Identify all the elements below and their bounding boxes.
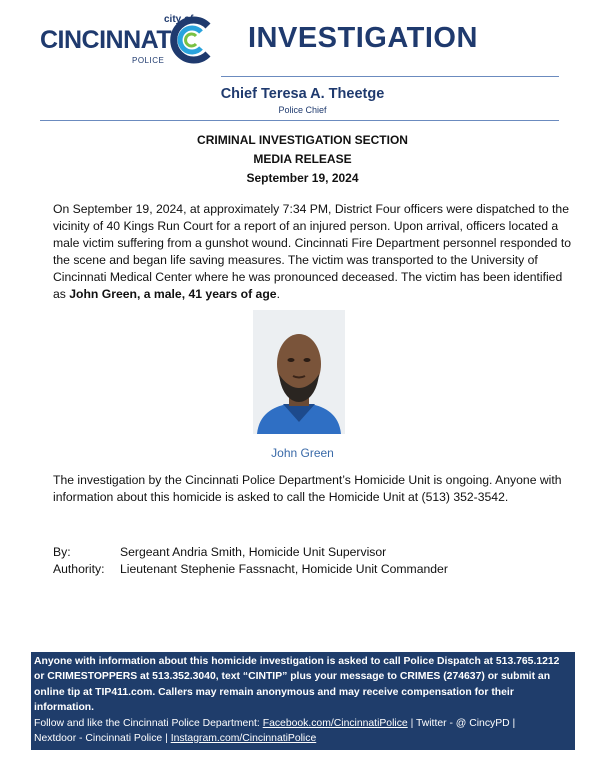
- footer-follow-label: Follow and like the Cincinnati Police Department:: [34, 717, 263, 729]
- by-label: By:: [53, 545, 71, 559]
- authority-label: Authority:: [53, 562, 105, 576]
- section-heading: CRIMINAL INVESTIGATION SECTION: [197, 133, 408, 147]
- victim-identity: John Green, a male, 41 years of age: [69, 287, 277, 301]
- investigation-paragraph: The investigation by the Cincinnati Police Department’s Homicide Unit is ongoing. Anyone with information about this homicide is asked to call the Homicide Unit at (513) 352-3542.: [53, 473, 562, 504]
- incident-paragraph: [53, 201, 573, 303]
- twitter-text: | Twitter - @ CincyPD |: [407, 717, 516, 729]
- incident-period: .: [276, 287, 280, 301]
- instagram-link[interactable]: Instagram.com/CincinnatiPolice: [170, 733, 317, 745]
- authority-row: [53, 562, 448, 576]
- nextdoor-text: Nextdoor - Cincinnati Police |: [34, 733, 171, 745]
- by-row: [53, 545, 386, 559]
- header-divider-bottom: [40, 120, 559, 121]
- cincinnati-police-logo: [40, 14, 215, 70]
- logo-c-emblem-icon: [168, 16, 214, 64]
- victim-photo: [253, 310, 345, 434]
- logo-city-name: CINCINNATI: [40, 26, 178, 54]
- footer-tip-text: Anyone with information about this homicide investigation is asked to call Police Dispatch at 513.765.1212 or CRIMESTOPPERS at 513.352.3040, text “CINTIP” plus your message to CRIMES (274637) or submit an online tip at TIP411.com. Callers may remain anonymous and may receive compensation for their information.: [34, 656, 560, 714]
- by-value: Sergeant Andria Smith, Homicide Unit Supervisor: [120, 545, 387, 559]
- authority-value: Lieutenant Stephenie Fassnacht, Homicide Unit Commander: [120, 562, 448, 576]
- photo-caption: John Green: [271, 446, 334, 460]
- facebook-link[interactable]: Facebook.com/CincinnatiPolice: [262, 717, 408, 729]
- page-title: INVESTIGATION: [248, 22, 478, 54]
- release-type: MEDIA RELEASE: [253, 152, 352, 166]
- footer-tip-box: [31, 652, 575, 750]
- logo-police: POLICE: [132, 56, 165, 65]
- header-divider-top: [221, 76, 559, 77]
- logo-city-of: city of: [164, 14, 194, 25]
- footer-social-links: [34, 716, 572, 747]
- incident-text: On September 19, 2024, at approximately 7:34 PM, District Four officers were dispatched to the vicinity of 40 Kings Run Court for a report of an injured person. Upon arrival, officers located a male victim suffering from a gunshot wound. Cincinnati Fire Department personnel responded to the scene and began life saving measures. The victim was transported to the University of Cincinnati Medical Center where he was pronounced deceased. The victim has been identified as: [53, 202, 572, 301]
- chief-name: Chief Teresa A. Theetge: [220, 86, 385, 102]
- release-date: September 19, 2024: [246, 171, 359, 185]
- chief-title: Police Chief: [278, 105, 327, 115]
